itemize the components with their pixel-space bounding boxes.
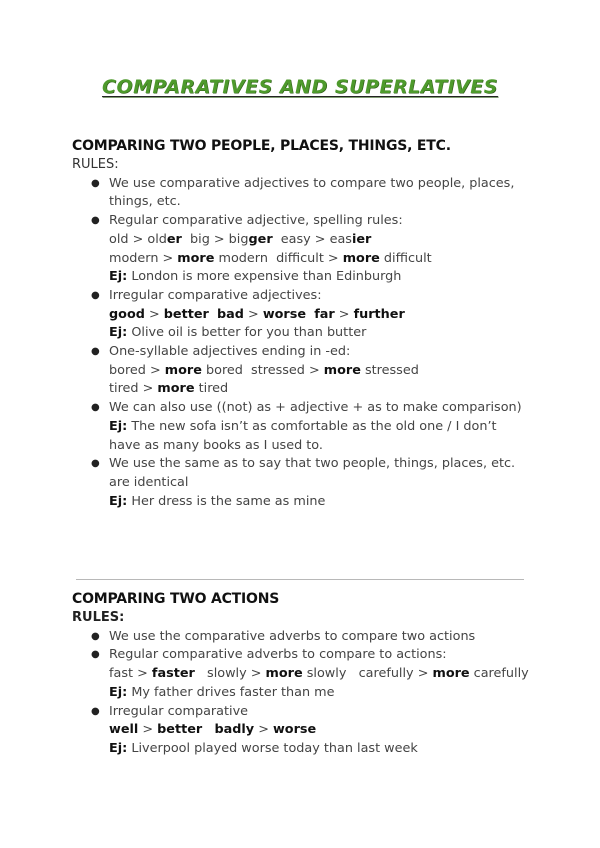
- list-item: [72, 703, 532, 759]
- bullet-icon: ●: [91, 289, 100, 301]
- rule-text: We use the comparative adverbs to compare two actions: [109, 628, 476, 644]
- section-divider: [76, 579, 524, 580]
- section-comparing-actions: [72, 589, 532, 759]
- page-title: COMPARATIVES AND SUPERLATIVES: [102, 76, 498, 98]
- list-item: [72, 455, 532, 511]
- example-sentence: Ej: Olive oil is better for you than butter: [109, 325, 367, 341]
- example-line: fast > faster slowly > more slowly carefully > more carefully: [109, 666, 529, 682]
- bullet-icon: ●: [91, 215, 100, 227]
- example-line: good > better bad > worse far > further: [109, 306, 405, 322]
- rules-label: RULES:: [72, 157, 119, 172]
- section-comparing-people: [72, 136, 532, 511]
- bullet-icon: ●: [91, 346, 100, 358]
- list-item: [72, 628, 532, 647]
- bullet-icon: ●: [91, 402, 100, 414]
- section-heading: COMPARING TWO PEOPLE, PLACES, THINGS, ETC.: [72, 138, 451, 154]
- list-item: [72, 646, 532, 702]
- example-sentence: Ej: Liverpool played worse today than last week: [109, 740, 418, 756]
- rule-text: We use the same as to say that two people, things, places, etc. are identical: [109, 456, 516, 490]
- example-sentence: Ej: My father drives faster than me: [109, 684, 335, 700]
- bullet-icon: ●: [91, 649, 100, 661]
- list-item: [72, 287, 532, 343]
- list-item: [72, 212, 532, 287]
- rules-list: [72, 175, 532, 512]
- rule-text: Regular comparative adjective, spelling rules:: [109, 213, 403, 229]
- list-item: [72, 175, 532, 212]
- example-sentence: Ej: London is more expensive than Edinburgh: [109, 269, 402, 285]
- rule-text: We use comparative adjectives to compare two people, places, things, etc.: [109, 175, 515, 210]
- example-sentence: Ej: The new sofa isn’t as comfortable as the old one / I don’t have as many books as I used to.: [109, 418, 497, 453]
- list-item: [72, 399, 532, 455]
- bullet-icon: ●: [91, 630, 100, 642]
- example-line: well > better badly > worse: [109, 722, 317, 738]
- rule-text: One-syllable adjectives ending in -ed:: [109, 344, 351, 360]
- section-heading: COMPARING TWO ACTIONS: [72, 591, 280, 607]
- rule-text: Irregular comparative adjectives:: [109, 287, 322, 303]
- bullet-icon: ●: [91, 705, 100, 717]
- example-line: bored > more bored stressed > more stressed: [109, 362, 419, 378]
- bullet-icon: ●: [91, 458, 100, 470]
- rule-text: We can also use ((not) as + adjective + as to make comparison): [109, 400, 522, 416]
- rule-text: Regular comparative adverbs to compare to actions:: [109, 647, 447, 663]
- rule-text: Irregular comparative: [109, 703, 249, 719]
- example-sentence: Ej: Her dress is the same as mine: [109, 493, 326, 509]
- rules-label: RULES:: [72, 610, 125, 625]
- bullet-icon: ●: [91, 177, 100, 189]
- example-line: modern > more modern difficult > more difficult: [109, 250, 432, 266]
- example-line: old > older big > bigger easy > easier: [109, 231, 372, 247]
- example-line: tired > more tired: [109, 381, 229, 397]
- rules-list: [72, 628, 532, 759]
- list-item: [72, 343, 532, 399]
